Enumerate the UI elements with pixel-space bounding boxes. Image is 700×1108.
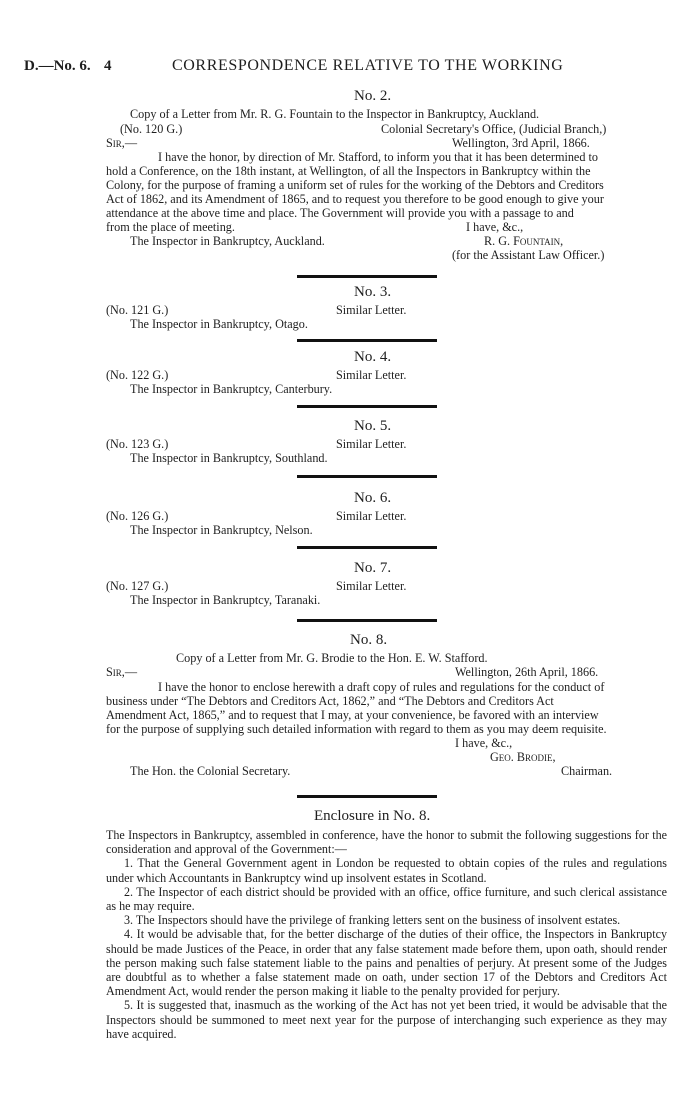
section-heading-no5: No. 5.	[354, 418, 392, 434]
similar-letter-note: Similar Letter.	[336, 368, 407, 382]
body-line: business under “The Debtors and Creditors Act, 1862,” and “The Debtors and Creditors Act	[106, 694, 554, 708]
section-heading-no8: No. 8.	[350, 632, 388, 648]
signature-no2: R. G. Fountain,	[484, 234, 564, 248]
section-divider	[297, 339, 437, 342]
letter-ref-no2: (No. 120 G.)	[120, 122, 183, 136]
letter-intro-no8: Copy of a Letter from Mr. G. Brodie to the Hon. E. W. Stafford.	[176, 651, 488, 665]
signature-role-no2: (for the Assistant Law Officer.)	[452, 248, 605, 262]
date-no2: Wellington, 3rd April, 1866.	[452, 136, 590, 150]
addressee-no4: The Inspector in Bankruptcy, Canterbury.	[130, 382, 333, 396]
similar-letter-note: Similar Letter.	[336, 509, 407, 523]
closing-no8: I have, &c.,	[455, 736, 513, 750]
section-divider	[297, 475, 437, 478]
section-heading-no7: No. 7.	[354, 560, 392, 576]
letter-intro-no2: Copy of a Letter from Mr. R. G. Fountain to the Inspector in Bankruptcy, Auckland.	[130, 107, 540, 121]
signature-no8: Geo. Brodie,	[490, 750, 556, 764]
enclosure-paragraph-4: 4. It would be advisable that, for the better discharge of the duties of their office, the Inspectors in Bankruptcy should be made Justices of the Peace, in order that any false statement made before them, upon oath, should render the person making such false statement liable to the pains and penalties of perjury. At present some of the Judges are doubtful as to whether a false statement made on oath, under section 17 of the Debtors and Creditors Act Amendment Act, would render the person making it liable to the penalty provided for perjury.	[106, 927, 667, 999]
enclosure-paragraph-1: 1. That the General Government agent in London be requested to obtain copies of the rules and regulations under which Accountants in Bankruptcy wind up insolvent estates in Scotland.	[106, 856, 667, 885]
body-line: Amendment Act, 1865,” and to request that I may, at your convenience, be favored with an interview	[106, 708, 599, 722]
similar-letter-note: Similar Letter.	[336, 303, 407, 317]
enclosure-paragraph-intro: The Inspectors in Bankruptcy, assembled in conference, have the honor to submit the following suggestions for the consideration and approval of the Government:—	[106, 828, 667, 857]
letter-ref-no7: (No. 127 G.)	[106, 579, 169, 593]
section-heading-no3: No. 3.	[354, 284, 392, 300]
letter-ref-no4: (No. 122 G.)	[106, 368, 169, 382]
section-heading-no4: No. 4.	[354, 349, 392, 365]
body-line: attendance at the above time and place. The Government will provide you with a passage to and	[106, 206, 574, 220]
addressee-no2: The Inspector in Bankruptcy, Auckland.	[130, 234, 325, 248]
section-heading-no6: No. 6.	[354, 490, 392, 506]
addressee-no3: The Inspector in Bankruptcy, Otago.	[130, 317, 308, 331]
date-no8: Wellington, 26th April, 1866.	[455, 665, 599, 679]
addressee-no7: The Inspector in Bankruptcy, Taranaki.	[130, 593, 321, 607]
section-divider	[297, 546, 437, 549]
letter-ref-no6: (No. 126 G.)	[106, 509, 169, 523]
section-divider	[297, 619, 437, 622]
running-title: CORRESPONDENCE RELATIVE TO THE WORKING	[172, 57, 564, 74]
section-divider	[297, 405, 437, 408]
similar-letter-note: Similar Letter.	[336, 579, 407, 593]
addressee-no5: The Inspector in Bankruptcy, Southland.	[130, 451, 328, 465]
similar-letter-note: Similar Letter.	[336, 437, 407, 451]
body-line: hold a Conference, on the 18th instant, at Wellington, of all the Inspectors in Bankruptcy within the	[106, 164, 591, 178]
section-divider	[297, 795, 437, 798]
enclosure-body	[106, 828, 667, 1041]
signature-role-no8: Chairman.	[561, 764, 613, 778]
closing-no2: I have, &c.,	[466, 220, 524, 234]
body-line: Colony, for the purpose of framing a uniform set of rules for the working of the Debtors and Creditors	[106, 178, 604, 192]
body-line: I have the honor, by direction of Mr. Stafford, to inform you that it has been determined to	[158, 150, 598, 164]
addressee-no8: The Hon. the Colonial Secretary.	[130, 764, 291, 778]
enclosure-paragraph-2: 2. The Inspector of each district should be provided with an office, office furniture, and such clerical assistance as he may require.	[106, 884, 667, 914]
page-number: 4	[104, 58, 112, 74]
section-heading-no2: No. 2.	[354, 88, 392, 104]
document-reference: D.—No. 6.	[24, 58, 91, 74]
enclosure-paragraph-5: 5. It is suggested that, inasmuch as the working of the Act has not yet been tried, it would be advisable that the Inspectors should be summoned to meet next year for the purpose of interchanging such experience as they may have acquired.	[106, 998, 667, 1041]
office-line: Colonial Secretary's Office, (Judicial Branch,)	[381, 122, 607, 136]
letter-ref-no3: (No. 121 G.)	[106, 303, 169, 317]
body-line: I have the honor to enclose herewith a draft copy of rules and regulations for the conduct of	[158, 680, 605, 694]
body-line: Act of 1862, and its Amendment of 1865, and to request you therefore to be good enough to give your	[106, 192, 604, 206]
enclosure-heading: Enclosure in No. 8.	[314, 808, 431, 824]
salutation-no8: Sir,—	[106, 665, 138, 679]
letter-ref-no5: (No. 123 G.)	[106, 437, 169, 451]
body-line: from the place of meeting.	[106, 220, 235, 234]
salutation-no2: Sir,—	[106, 136, 138, 150]
enclosure-paragraph-3: 3. The Inspectors should have the privilege of franking letters sent on the business of insolvent estates.	[124, 913, 621, 928]
body-line: for the purpose of supplying such detailed information with regard to them as you may deem requisite.	[106, 722, 607, 736]
section-divider	[297, 275, 437, 278]
addressee-no6: The Inspector in Bankruptcy, Nelson.	[130, 523, 313, 537]
